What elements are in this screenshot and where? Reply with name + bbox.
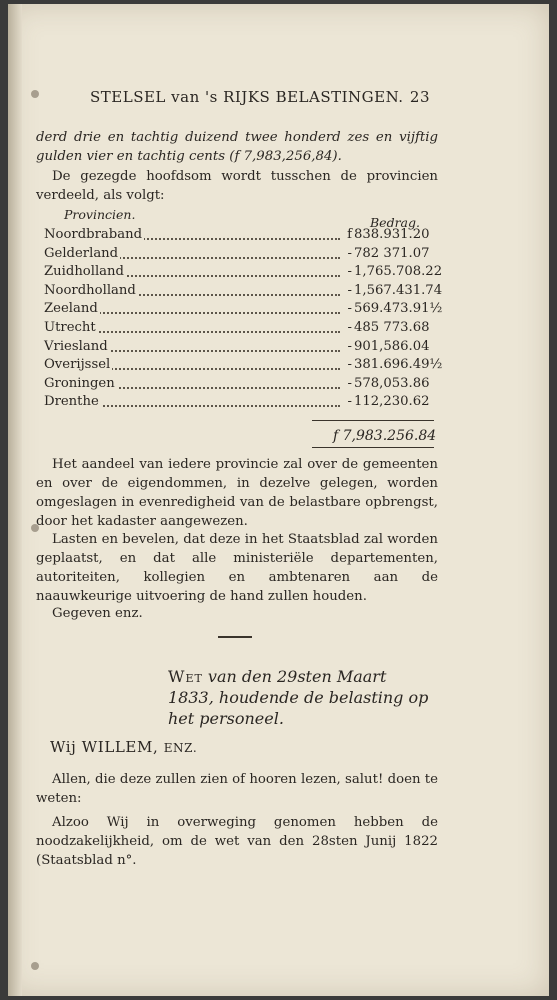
distribution-paragraph: De gezegde hoofdsom wordt tusschen de provincien verdeeld, als volgt: xyxy=(36,169,438,203)
province-amount: 485 773.68 xyxy=(354,320,430,335)
currency-mark: - xyxy=(347,282,352,298)
province-name: Overijssel xyxy=(44,357,111,373)
law-title-prefix: Wet xyxy=(168,667,203,686)
column-header-province: Provincien. xyxy=(64,207,136,222)
page-gutter xyxy=(8,4,22,996)
table-row xyxy=(44,320,432,338)
salutation-paragraph: Allen, die deze zullen zien of hooren lezen, salut! doen te weten: xyxy=(36,772,438,806)
law-title-rest: van den 29sten Maart 1833, houdende de belasting op het personeel. xyxy=(168,667,429,728)
table-row xyxy=(44,227,432,245)
table-total: f 7,983.256.84 xyxy=(333,428,437,444)
province-amount: 381.696.49½ xyxy=(354,357,443,373)
currency-mark: - xyxy=(347,301,352,317)
province-name: Drenthe xyxy=(44,394,99,410)
sovereign-name: Wij WILLEM, xyxy=(50,738,164,756)
currency-mark: - xyxy=(347,264,352,280)
table-row xyxy=(44,246,432,264)
table-row xyxy=(44,376,432,394)
province-amount: 1,765.708.22 xyxy=(354,264,443,280)
province-amount: 1,567.431.74 xyxy=(354,282,443,298)
province-name: Vriesland xyxy=(44,338,108,354)
province-amount: 782 371.07 xyxy=(354,245,430,261)
table-row xyxy=(44,301,443,319)
given-line: Gegeven enz. xyxy=(52,606,143,621)
province-name: Zeeland xyxy=(44,301,98,317)
sum-rule xyxy=(312,420,434,421)
page-number: 23 xyxy=(409,88,430,106)
binding-hole xyxy=(31,90,39,98)
table-row xyxy=(44,339,432,357)
currency-mark: - xyxy=(347,375,352,391)
province-amount: 112,230.62 xyxy=(354,394,430,410)
table-row xyxy=(44,282,443,301)
law-title xyxy=(168,666,436,729)
province-name: Groningen xyxy=(44,375,115,391)
sovereign-enz: ENZ. xyxy=(163,741,198,755)
province-amount: 578,053.86 xyxy=(354,375,430,391)
province-name: Noordholland xyxy=(44,282,136,298)
province-name: Utrecht xyxy=(44,320,96,335)
province-name: Zuidholland xyxy=(44,264,124,280)
order-paragraph: Lasten en bevelen, dat deze in het Staatsblad zal worden geplaatst, en dat alle ministeriële departementen, autoriteiten, kollegien en ambtenaren aan de naauwkeurige uitvoering de hand zullen houden. xyxy=(36,532,438,604)
running-title: STELSEL van 's RIJKS BELASTINGEN. xyxy=(90,88,404,106)
province-amount: 901,586.04 xyxy=(354,338,430,354)
currency-mark: - xyxy=(347,338,352,354)
province-amount: 838.931.20 xyxy=(354,227,430,242)
currency-mark: - xyxy=(347,357,352,373)
currency-mark: - xyxy=(347,245,352,261)
table-row xyxy=(44,264,443,282)
province-name: Noordbraband xyxy=(44,227,143,242)
currency-mark: - xyxy=(347,394,352,410)
binding-hole xyxy=(31,962,39,970)
currency-mark: - xyxy=(347,320,352,335)
table-row xyxy=(44,394,432,412)
share-paragraph: Het aandeel van iedere provincie zal over de gemeenten en over de eigendommen, in dezelve gelegen, worden omgeslagen in evenredigheid van de belastbare opbrengst, door het kadaster aangewezen. xyxy=(36,457,438,529)
section-divider xyxy=(218,636,252,638)
currency-mark: f xyxy=(347,227,352,242)
column-header-amount: Bedrag. xyxy=(370,215,420,230)
table-row xyxy=(44,357,443,375)
total-rule xyxy=(312,447,434,448)
province-name: Gelderland xyxy=(44,245,119,261)
sovereign-heading xyxy=(50,738,197,756)
intro-text: derd drie en tachtig duizend twee honderd zes en vijftig gulden vier en tachtig cents (f 7,983,256,84). xyxy=(36,130,438,164)
whereas-paragraph: Alzoo Wij in overweging genomen hebben de noodzakelijkheid, om de wet van den 28sten Junij 1822 (Staatsblad n°. xyxy=(36,815,438,868)
province-amount: 569.473.91½ xyxy=(354,301,443,317)
